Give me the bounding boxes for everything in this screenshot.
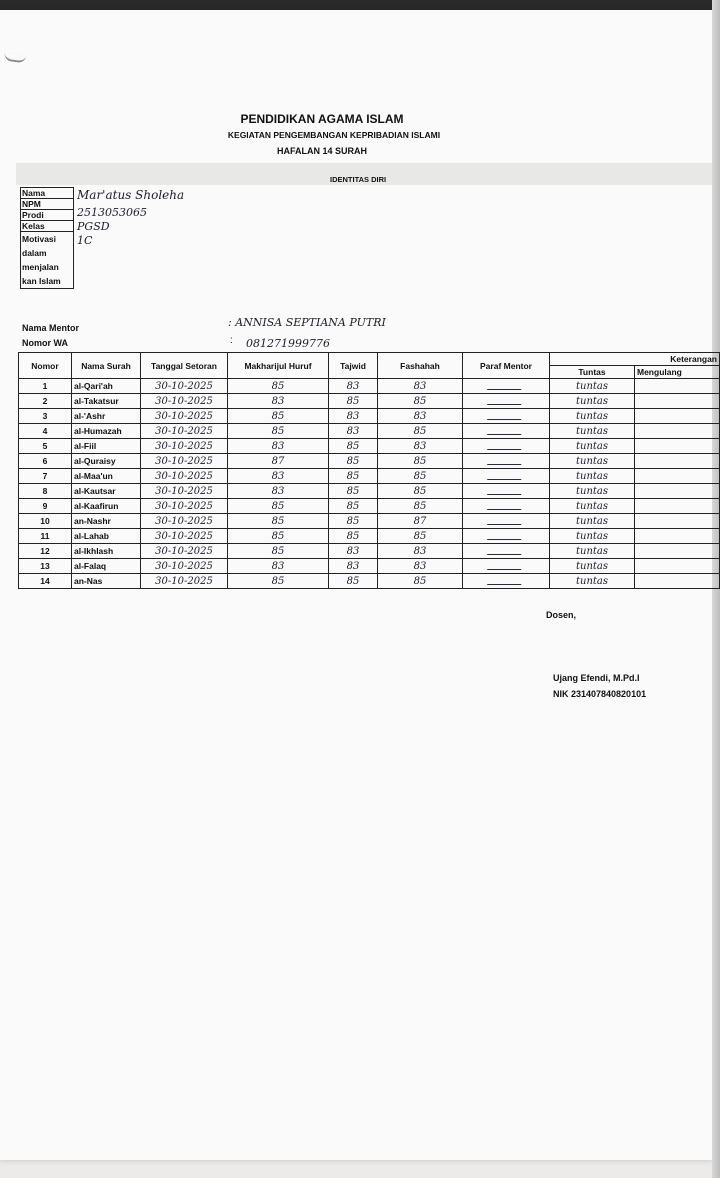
mentor-name-value: : ANNISA SEPTIANA PUTRI (228, 316, 386, 329)
makharijul-score: 83 (228, 469, 329, 484)
table-row (19, 469, 720, 484)
document-title: PENDIDIKAN AGAMA ISLAM (240, 112, 404, 126)
tajwid-score: 85 (329, 484, 378, 499)
fashahah-score: 85 (378, 469, 463, 484)
makharijul-score: 85 (228, 544, 329, 559)
row-number: 6 (19, 454, 72, 469)
col-subheader: Tuntas (550, 366, 635, 379)
mentor-initial (463, 559, 550, 574)
row-number: 10 (19, 514, 72, 529)
deposit-date: 30-10-2025 (141, 574, 228, 589)
mentor-initial-mark (487, 544, 525, 555)
colon: : (230, 335, 233, 346)
deposit-date: 30-10-2025 (141, 454, 228, 469)
mentor-initial-mark (487, 469, 525, 480)
mentor-initial-mark (487, 574, 525, 585)
surah-name: al-Qari'ah (72, 379, 141, 394)
mengulang-status (635, 499, 720, 514)
identity-label: Motivasi dalam menjalan kan Islam (21, 232, 74, 289)
dosen-label: Dosen, (546, 610, 577, 620)
tuntas-status: tuntas (550, 559, 635, 574)
row-number: 11 (19, 529, 72, 544)
table-row (19, 394, 720, 409)
mentor-initial (463, 439, 550, 454)
mengulang-status (635, 379, 720, 394)
row-number: 14 (19, 574, 72, 589)
identity-table (20, 187, 74, 289)
tajwid-score: 85 (329, 574, 378, 589)
tuntas-status: tuntas (550, 379, 635, 394)
fashahah-score: 83 (378, 544, 463, 559)
surah-name: al-Maa'un (72, 469, 141, 484)
mentor-initial (463, 469, 550, 484)
makharijul-score: 83 (228, 394, 329, 409)
fashahah-score: 85 (378, 484, 463, 499)
row-number: 7 (19, 469, 72, 484)
row-number: 9 (19, 499, 72, 514)
tuntas-status: tuntas (550, 529, 635, 544)
mentor-initial-mark (487, 499, 525, 510)
col-header: Keterangan (550, 353, 720, 366)
mengulang-status (635, 454, 720, 469)
mentor-initial (463, 574, 550, 589)
fashahah-score: 85 (378, 529, 463, 544)
mengulang-status (635, 439, 720, 454)
mentor-initial (463, 529, 550, 544)
table-row (19, 484, 720, 499)
row-number: 12 (19, 544, 72, 559)
table-row (19, 574, 720, 589)
deposit-date: 30-10-2025 (141, 499, 228, 514)
surah-name: al-Ikhlash (72, 544, 141, 559)
col-header: Fashahah (378, 353, 463, 379)
makharijul-score: 85 (228, 409, 329, 424)
tuntas-status: tuntas (550, 469, 635, 484)
tajwid-score: 83 (329, 544, 378, 559)
makharijul-score: 87 (228, 454, 329, 469)
mentor-initial (463, 394, 550, 409)
document-subtitle-2: HAFALAN 14 SURAH (276, 146, 367, 156)
document-subtitle: KEGIATAN PENGEMBANGAN KEPRIBADIAN ISLAMI (227, 130, 441, 140)
npm-value: 2513053065 (77, 206, 147, 219)
col-header: Paraf Mentor (463, 353, 550, 379)
mengulang-status (635, 544, 720, 559)
table-row (19, 544, 720, 559)
mentor-initial-mark (487, 379, 525, 390)
table-row (19, 559, 720, 574)
tajwid-score: 83 (329, 559, 378, 574)
makharijul-score: 83 (228, 559, 329, 574)
mentor-initial-mark (487, 529, 525, 540)
table-row (19, 409, 720, 424)
mentor-initial-mark (487, 409, 525, 420)
tajwid-score: 85 (329, 529, 378, 544)
mengulang-status (635, 574, 720, 589)
mentor-initial-mark (487, 439, 525, 450)
deposit-date: 30-10-2025 (141, 469, 228, 484)
col-subheader: Mengulang (635, 366, 720, 379)
table-row (19, 424, 720, 439)
prodi-value: PGSD (77, 220, 110, 233)
surah-name: al-Lahab (72, 529, 141, 544)
col-header: Tanggal Setoran (141, 353, 228, 379)
tuntas-status: tuntas (550, 499, 635, 514)
deposit-date: 30-10-2025 (141, 484, 228, 499)
row-number: 1 (19, 379, 72, 394)
makharijul-score: 85 (228, 379, 329, 394)
mentor-initial-mark (487, 424, 525, 435)
mengulang-status (635, 514, 720, 529)
mentor-initial (463, 514, 550, 529)
kelas-value: 1C (77, 234, 93, 247)
table-row (19, 454, 720, 469)
table-row (19, 514, 720, 529)
tuntas-status: tuntas (550, 544, 635, 559)
makharijul-score: 85 (228, 499, 329, 514)
row-number: 4 (19, 424, 72, 439)
fashahah-score: 83 (378, 559, 463, 574)
signer-name: Ujang Efendi, M.Pd.I (553, 673, 640, 683)
mentor-wa-label: Nomor WA (22, 338, 68, 348)
mengulang-status (635, 424, 720, 439)
table-row (19, 439, 720, 454)
tuntas-status: tuntas (550, 484, 635, 499)
mentor-initial (463, 454, 550, 469)
table-row (19, 529, 720, 544)
makharijul-score: 85 (228, 424, 329, 439)
tajwid-score: 85 (329, 454, 378, 469)
tuntas-status: tuntas (550, 439, 635, 454)
deposit-date: 30-10-2025 (141, 529, 228, 544)
table-row (19, 499, 720, 514)
tajwid-score: 85 (329, 469, 378, 484)
tuntas-status: tuntas (550, 454, 635, 469)
mentor-wa-value: 081271999776 (246, 337, 330, 350)
surah-name: al-Kaafirun (72, 499, 141, 514)
row-number: 13 (19, 559, 72, 574)
surah-name: al-'Ashr (72, 409, 141, 424)
deposit-date: 30-10-2025 (141, 514, 228, 529)
mentor-initial (463, 499, 550, 514)
mentor-initial-mark (487, 514, 525, 525)
surah-name: an-Nashr (72, 514, 141, 529)
fashahah-score: 83 (378, 439, 463, 454)
deposit-date: 30-10-2025 (141, 409, 228, 424)
name-value: Mar'atus Sholeha (77, 188, 185, 202)
surah-name: al-Falaq (72, 559, 141, 574)
identity-label: Kelas (21, 221, 74, 232)
deposit-date: 30-10-2025 (141, 544, 228, 559)
makharijul-score: 83 (228, 439, 329, 454)
tajwid-score: 83 (329, 424, 378, 439)
makharijul-score: 85 (228, 529, 329, 544)
fashahah-score: 83 (378, 409, 463, 424)
mengulang-status (635, 484, 720, 499)
fashahah-score: 85 (378, 394, 463, 409)
row-number: 2 (19, 394, 72, 409)
tajwid-score: 85 (329, 514, 378, 529)
memorization-table (18, 352, 720, 589)
mengulang-status (635, 469, 720, 484)
surah-name: al-Humazah (72, 424, 141, 439)
tajwid-score: 85 (329, 499, 378, 514)
mentor-initial (463, 379, 550, 394)
signer-nik: NIK 231407840820101 (553, 689, 647, 699)
deposit-date: 30-10-2025 (141, 559, 228, 574)
row-number: 3 (19, 409, 72, 424)
tuntas-status: tuntas (550, 394, 635, 409)
makharijul-score: 83 (228, 484, 329, 499)
col-header: Nama Surah (72, 353, 141, 379)
mentor-initial (463, 409, 550, 424)
mentor-initial-mark (487, 454, 525, 465)
section-heading: IDENTITAS DIRI (330, 175, 387, 184)
deposit-date: 30-10-2025 (141, 394, 228, 409)
col-header: Tajwid (329, 353, 378, 379)
mentor-initial (463, 544, 550, 559)
tajwid-score: 83 (329, 379, 378, 394)
fashahah-score: 85 (378, 424, 463, 439)
mengulang-status (635, 394, 720, 409)
identity-label: Prodi (21, 210, 74, 221)
deposit-date: 30-10-2025 (141, 424, 228, 439)
mentor-initial (463, 424, 550, 439)
tuntas-status: tuntas (550, 424, 635, 439)
fashahah-score: 83 (378, 379, 463, 394)
tajwid-score: 85 (329, 394, 378, 409)
row-number: 8 (19, 484, 72, 499)
fashahah-score: 87 (378, 514, 463, 529)
page-edge-shadow (712, 0, 720, 1178)
identity-label: Nama (21, 188, 74, 199)
tajwid-score: 83 (329, 409, 378, 424)
mengulang-status (635, 559, 720, 574)
signer-block (553, 670, 646, 702)
deposit-date: 30-10-2025 (141, 439, 228, 454)
mentor-initial-mark (487, 559, 525, 570)
mentor-initial-mark (487, 484, 525, 495)
fashahah-score: 85 (378, 454, 463, 469)
deposit-date: 30-10-2025 (141, 379, 228, 394)
col-header: Makharijul Huruf (228, 353, 329, 379)
mengulang-status (635, 529, 720, 544)
fashahah-score: 85 (378, 574, 463, 589)
surah-name: al-Takatsur (72, 394, 141, 409)
tuntas-status: tuntas (550, 574, 635, 589)
surah-name: an-Nas (72, 574, 141, 589)
mengulang-status (635, 409, 720, 424)
surah-name: al-Kautsar (72, 484, 141, 499)
identity-label: NPM (21, 199, 74, 210)
makharijul-score: 85 (228, 574, 329, 589)
mentor-initial-mark (487, 394, 525, 405)
tajwid-score: 85 (329, 439, 378, 454)
makharijul-score: 85 (228, 514, 329, 529)
mentor-name-label: Nama Mentor (22, 323, 80, 333)
col-header: Nomor (19, 353, 72, 379)
fashahah-score: 85 (378, 499, 463, 514)
row-number: 5 (19, 439, 72, 454)
mentor-initial (463, 484, 550, 499)
table-body (19, 379, 720, 589)
surah-name: al-Fiil (72, 439, 141, 454)
surah-name: al-Quraisy (72, 454, 141, 469)
table-row (19, 379, 720, 394)
tuntas-status: tuntas (550, 409, 635, 424)
tuntas-status: tuntas (550, 514, 635, 529)
